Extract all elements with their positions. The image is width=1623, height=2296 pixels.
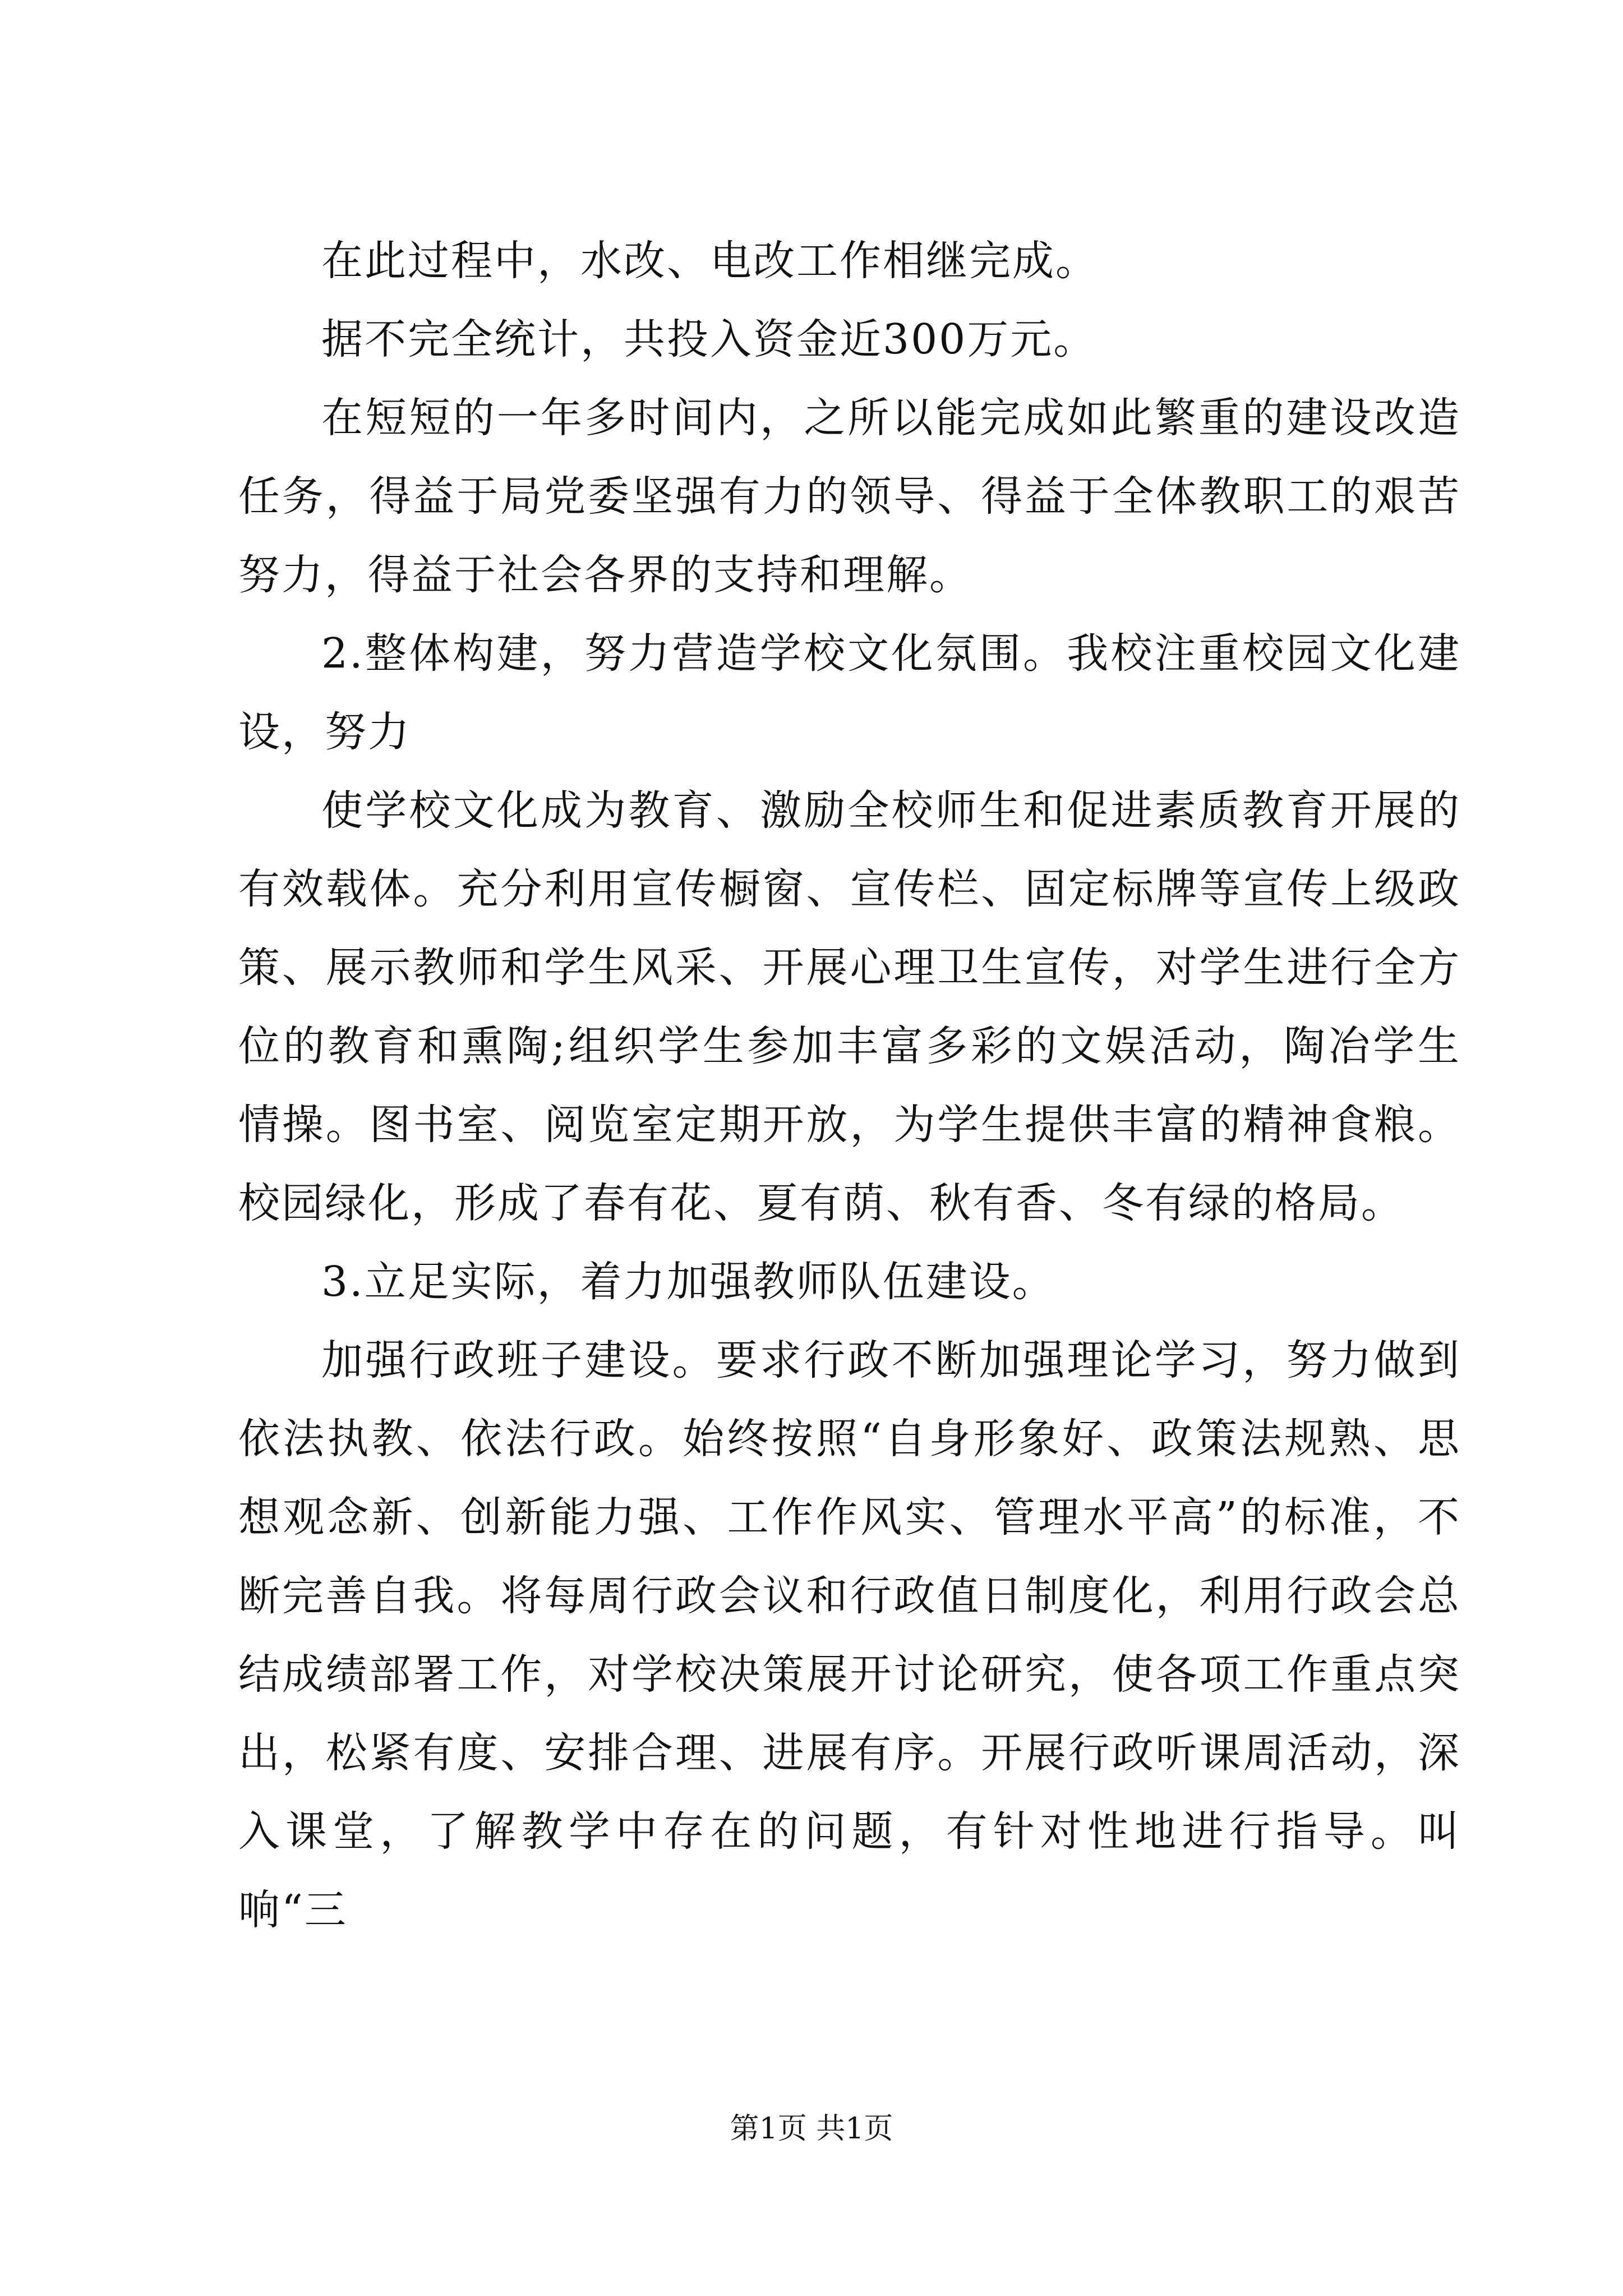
- page-number-label: 第1页 共1页: [730, 2112, 893, 2146]
- paragraph-5: 使学校文化成为教育、激励全校师生和促进素质教育开展的有效载体。充分利用宣传橱窗、宣传栏、固定标牌等宣传上级政策、展示教师和学生风采、开展心理卫生宣传，对学生进行全方位的教育和熏陶;组织学生参加丰富多彩的文娱活动，陶冶学生情操。图书室、阅览室定期开放，为学生提供丰富的精神食粮。校园绿化，形成了春有花、夏有荫、秋有香、冬有绿的格局。: [238, 786, 1461, 1227]
- paragraph-1: 在此过程中，水改、电改工作相继完成。: [321, 237, 1099, 285]
- paragraph-7: 加强行政班子建设。要求行政不断加强理论学习，努力做到依法执教、依法行政。始终按照“自身形象好、政策法规熟、思想观念新、创新能力强、工作作风实、管理水平高”的标准，不断完善自我。将每周行政会议和行政值日制度化，利用行政会总结成绩部署工作，对学校决策展开讨论研究，使各项工作重点突出，松紧有度、安排合理、进展有序。开展行政听课周活动，深入课堂，了解教学中存在的问题，有针对性地进行指导。叫响“三: [238, 1336, 1461, 1934]
- paragraph-4: 2.整体构建，努力营造学校文化氛围。我校注重校园文化建设，努力: [238, 629, 1461, 756]
- paragraph-6: 3.立足实际，着力加强教师队伍建设。: [321, 1258, 1055, 1306]
- document-body: [238, 222, 1461, 1949]
- paragraph-3: 在短短的一年多时间内，之所以能完成如此繁重的建设改造任务，得益于局党委坚强有力的领导、得益于全体教职工的艰苦努力，得益于社会各界的支持和理解。: [238, 394, 1461, 599]
- page-footer: [0, 2106, 1623, 2151]
- paragraph-2: 据不完全统计，共投入资金近300万元。: [321, 315, 1097, 364]
